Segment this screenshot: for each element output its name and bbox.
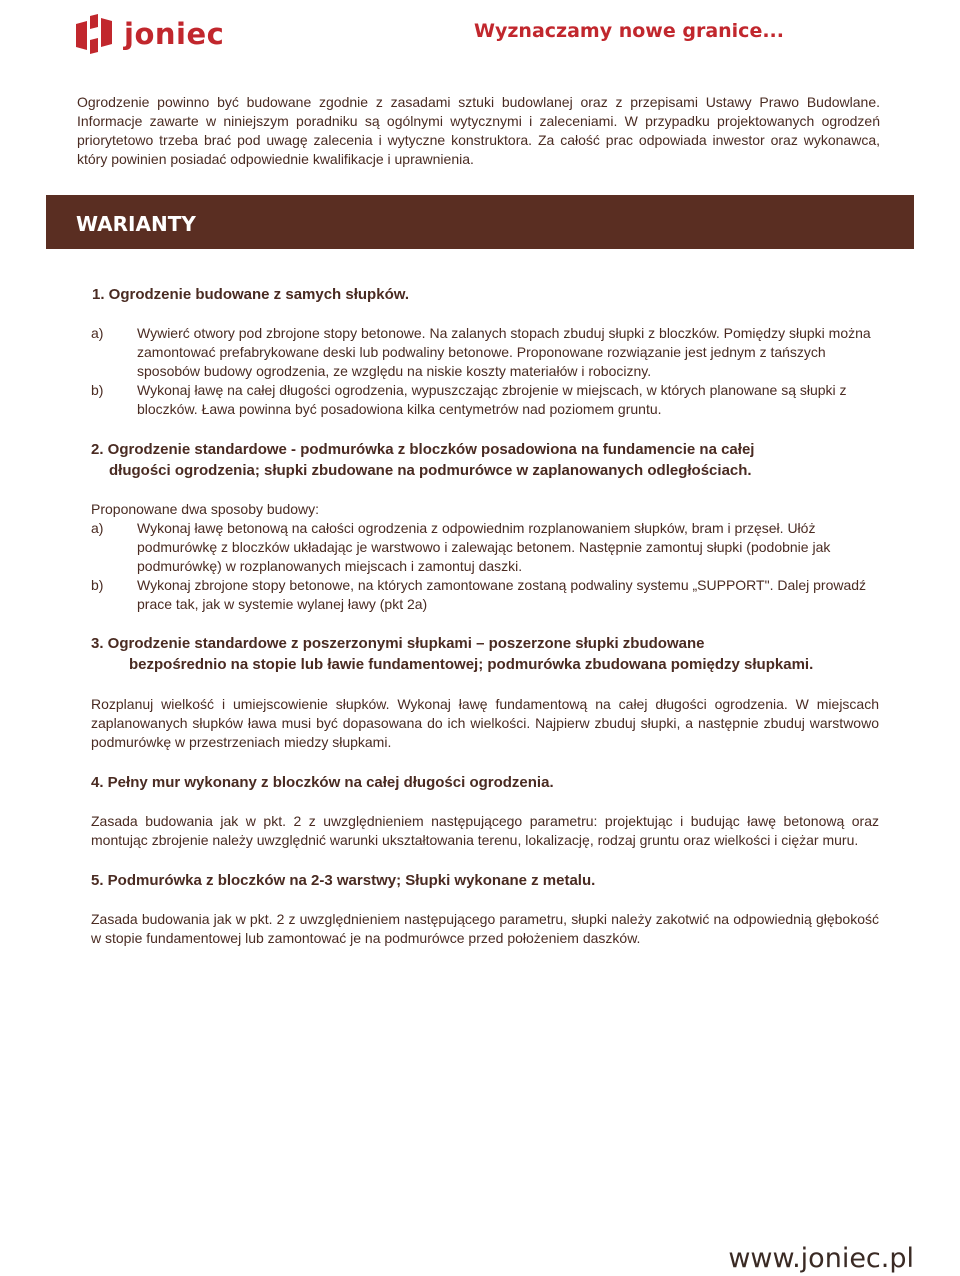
section-1-title: 1. Ogrodzenie budowane z samych słupków.	[92, 286, 410, 303]
section-2-item-b	[91, 576, 879, 614]
section-4-title: 4. Pełny mur wykonany z bloczków na całej długości ogrodzenia.	[91, 774, 554, 791]
section-1-item-b	[91, 381, 879, 419]
brand-logo	[76, 14, 224, 54]
tagline: Wyznaczamy nowe granice...	[474, 20, 784, 42]
item-label: b)	[91, 577, 104, 593]
item-text: Wykonaj ławę betonową na całości ogrodzenia z odpowiednim rozplanowaniem słupków, bram i przęseł. Ułóż podmurówkę z bloczków układając je warstwowo i zalewając betonem. Następnie zamontuj słupki (podobnie jak podmurówkę) w rozplanowanych miejscach i zamontuj daszki.	[137, 520, 831, 574]
section-3-text: Rozplanuj wielkość i umiejscowienie słupków. Wykonaj ławę fundamentową na całej długości ogrodzenia. W miejscach zaplanowanych słupków ława musi być dopasowana do ich wielkości. Najpierw zbuduj słupki, a następnie zbuduj warstwowo podmurówkę w przestrzeniach miedzy słupkami.	[91, 696, 879, 750]
brand-name: joniec	[124, 17, 225, 51]
item-text: Wykonaj zbrojone stopy betonowe, na których zamontowane zostaną podwaliny systemu „SUPPORT". Dalej prowadź prace tak, jak w systemie wylanej ławy (pkt 2a)	[137, 577, 867, 612]
section-banner	[46, 195, 914, 249]
section-5-text: Zasada budowania jak w pkt. 2 z uwzględnieniem następującego parametru, słupki należy zakotwić na odpowiednią głębokość w stopie fundamentowej lub zamontować je na podmurówce przed położeniem daszków.	[91, 911, 879, 946]
section-3-title-line2: bezpośrednio na stopie lub ławie fundamentowej; podmurówka zbudowana pomiędzy słupkami.	[129, 656, 814, 673]
banner-title: WARIANTY	[76, 212, 196, 236]
item-label: b)	[91, 382, 104, 398]
item-label: a)	[91, 520, 104, 536]
section-4-text: Zasada budowania jak w pkt. 2 z uwzględnieniem następującego parametru: projektując i budując ławę betonową oraz montując zbrojenie należy uwzględnić warunki ukształtowania terenu, lokalizację, rodzaj gruntu oraz wielkości i ciężar muru.	[91, 813, 879, 848]
joniec-logo-icon	[76, 14, 112, 54]
section-2-title	[91, 439, 879, 481]
section-2-lead: Proponowane dwa sposoby budowy:	[91, 501, 320, 517]
section-5-title: 5. Podmurówka z bloczków na 2-3 warstwy; Słupki wykonane z metalu.	[91, 872, 596, 889]
section-2-title-line1: 2. Ogrodzenie standardowe - podmurówka z bloczków posadowiona na fundamencie na całej	[91, 441, 755, 458]
section-2-title-line2: długości ogrodzenia; słupki zbudowane na podmurówce w zaplanowanych odległościach.	[109, 462, 752, 479]
intro-paragraph: Ogrodzenie powinno być budowane zgodnie z zasadami sztuki budowlanej oraz z przepisami Ustawy Prawo Budowlane. Informacje zawarte w niniejszym poradniku są ogólnymi wytycznymi i zaleceniami. W przypadku projektowanych ogrodzeń priorytetowo trzeba brać pod uwagę zalecenia i wytyczne konstruktora. Za całość prac odpowiada inwestor oraz wykonawca, który powinien posiadać odpowiednie kwalifikacje i uprawnienia.	[77, 94, 880, 167]
item-text: Wykonaj ławę na całej długości ogrodzenia, wypuszczając zbrojenie w miejscach, w których planowane są słupki z bloczków. Ława powinna być posadowiona kilka centymetrów nad poziomem gruntu.	[137, 382, 847, 417]
variants-content	[91, 284, 879, 948]
item-text: Wywierć otwory pod zbrojone stopy betonowe. Na zalanych stopach zbuduj słupki z bloczków. Pomiędzy słupki można zamontować prefabrykowane deski lub podwaliny betonowe. Proponowane rozwiązanie jest jednym z tańszych sposobów budowy ogrodzenia, ze względu na niskie koszty materiałów i robocizny.	[137, 325, 871, 379]
item-label: a)	[91, 325, 104, 341]
section-3-title	[91, 633, 879, 675]
section-2-item-a	[91, 519, 879, 576]
section-1-item-a	[91, 324, 879, 381]
section-3-title-line1: 3. Ogrodzenie standardowe z poszerzonymi słupkami – poszerzone słupki zbudowane	[91, 635, 705, 652]
website-link[interactable]: www.joniec.pl	[728, 1243, 914, 1274]
